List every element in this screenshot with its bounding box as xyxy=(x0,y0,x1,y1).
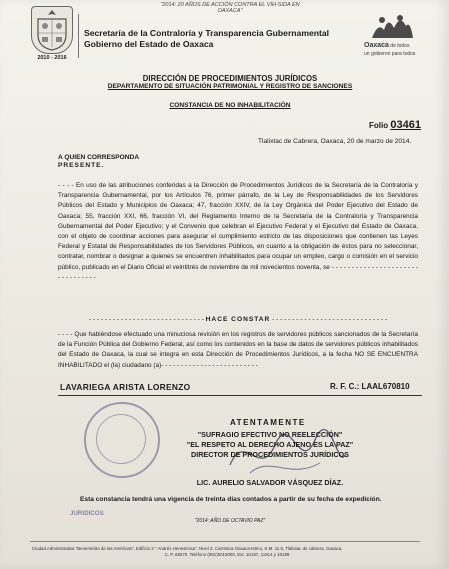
validity-note: Esta constancia tendrá una vigencia de treinta días contados a partir de su fecha de expedición. xyxy=(80,496,382,503)
certificate-title: CONSTANCIA DE NO INHABILITACIÓN xyxy=(169,102,291,109)
hace-constar-line xyxy=(58,316,418,323)
place-date: Tlalixtac de Cabrera, Oaxaca, 20 de marzo de 2014. xyxy=(258,138,412,145)
addressee-line2: PRESENTE. xyxy=(58,162,105,169)
hace-dashes-right: - - - - - - - - - - - - - - - - - - - - - - - - - - - - - xyxy=(270,316,388,323)
oaxaca-logo-text xyxy=(364,42,415,58)
state-seal-icon xyxy=(31,6,73,54)
motto-line2: "EL RESPETO AL DERECHO AJENO ES LA PAZ" xyxy=(186,440,354,449)
signer-name: LIC. AURELIO SALVADOR VÁSQUEZ DÍAZ. xyxy=(196,478,344,487)
government-name: Gobierno del Estado de Oaxaca xyxy=(84,39,214,49)
folio xyxy=(369,119,421,131)
period-years: 2010 - 2016 xyxy=(37,55,67,61)
name-underline xyxy=(58,395,422,396)
citizen-rfc: R. F. C.: LAAL670810 xyxy=(330,382,410,391)
paragraph-finding: - - - - Que habiéndose efectuado una minuciosa revisión en los registros de servidores públicos sancionados de la Secretaría de la Función Pública del Gobierno Federal, así como los contenidos en la base de datos de servidores públicos inhabilitados del Estado de Oaxaca, la cual se integra en esta Dirección de Procedimientos Jurídicos, a la fecha NO SE ENCUENTRA INHABILITADO el (la) ciudadano (a)- - - - - - - - - - - - - - - - - - - - - - - - - xyxy=(58,331,418,369)
logo-subtitle: un gobierno para todos xyxy=(364,51,416,57)
official-stamp-inner xyxy=(96,414,146,464)
stamp-text: JURIDICOS xyxy=(70,510,104,517)
motto-line1: "SUFRAGIO EFECTIVO NO REELECCIÓN" xyxy=(197,430,343,439)
folio-number: 03461 xyxy=(390,119,421,131)
header-divider xyxy=(78,14,79,58)
top-motto: "2014: 20 AÑOS DE ACCIÓN CONTRA EL VIH-SIDA EN OAXACA" xyxy=(160,2,300,14)
addressee-line1: A QUIEN CORRESPONDA xyxy=(58,154,140,161)
footer-address: Ciudad Administrativa "Benemérito de las Américas", Edificio 3 " Andrés Henestrosa", Nivel 3, Carretera Oaxaca-Istmo, K.M. 11.5, Tlalixtac de cabrera, Oaxaca. xyxy=(32,546,343,551)
atentamente: ATENTAMENTE xyxy=(230,418,306,427)
logo-rest: de todos xyxy=(388,43,410,49)
paragraph-legal-basis: - - - - En uso de las atribuciones conferidas a la Dirección de Procedimientos Jurídicos de la Secretaría de la Contraloría y Transparencia Gubernamental, por los Artículos 76, primer párrafo, de la Ley de Responsabilidades de los Servidores Públicos del Estado y Municipios de Oaxaca; 47, fracción XXIV, de la Ley Orgánica del Poder Ejecutivo del Estado de Oaxaca; 55, fracción XXI, 66, fracción VI, del Reglamento Interno de la Secretaría de la Contraloría y Transparencia Gubernamental del Poder Ejecutivo; y el Convenio que celebran el Ejecutivo Federal y el Ejecutivo del Estado de Oaxaca, con el objeto de coordinar acciones para asegurar el cumplimiento estricto de las disposiciones que contienen las Leyes Federal y Estatal de Responsabilidades de los Servidores Públicos, en cuanto a la obligación de éstos para no seleccionar, contratar, nombrar o designar a quienes se encuentren inhabilitados para ocupar un empleo, cargo o comisión en el servicio público, publicado en el Diario Oficial el veintitrés de noviembre de mil novecientos noventa, se - - - - - - - - - - - - - - - - - - - - - - - - - - - - - - - - xyxy=(58,182,418,281)
citizen-name: LAVARIEGA ARISTA LORENZO xyxy=(60,382,191,392)
oaxaca-logo-icon xyxy=(370,12,414,40)
folio-label: Folio xyxy=(369,121,389,130)
direction-title: DIRECCIÓN DE PROCEDIMIENTOS JURÍDICOS xyxy=(142,74,318,83)
footer-divider xyxy=(30,541,420,542)
department-title: DEPARTAMENTO DE SITUACIÓN PATRIMONIAL Y REGISTRO DE SANCIONES xyxy=(107,83,353,90)
signer-position: DIRECTOR DE PROCEDIMIENTOS JURÍDICOS xyxy=(191,450,349,459)
logo-main: Oaxaca xyxy=(364,42,389,49)
hace-constar: HACE CONSTAR xyxy=(205,316,271,323)
footer-phone: C. P. 68270. Teléfono (951)5015000, Ext. 10197, 11814 y 10189 xyxy=(164,552,290,557)
hace-dashes-left: - - - - - - - - - - - - - - - - - - - - - - - - - - - - - xyxy=(88,316,206,323)
secretariat-name: Secretaría de la Contraloría y Transparencia Gubernamental xyxy=(84,28,330,38)
bottom-motto: "2014: AÑO DE OCTAVIO PAZ" xyxy=(194,518,266,524)
